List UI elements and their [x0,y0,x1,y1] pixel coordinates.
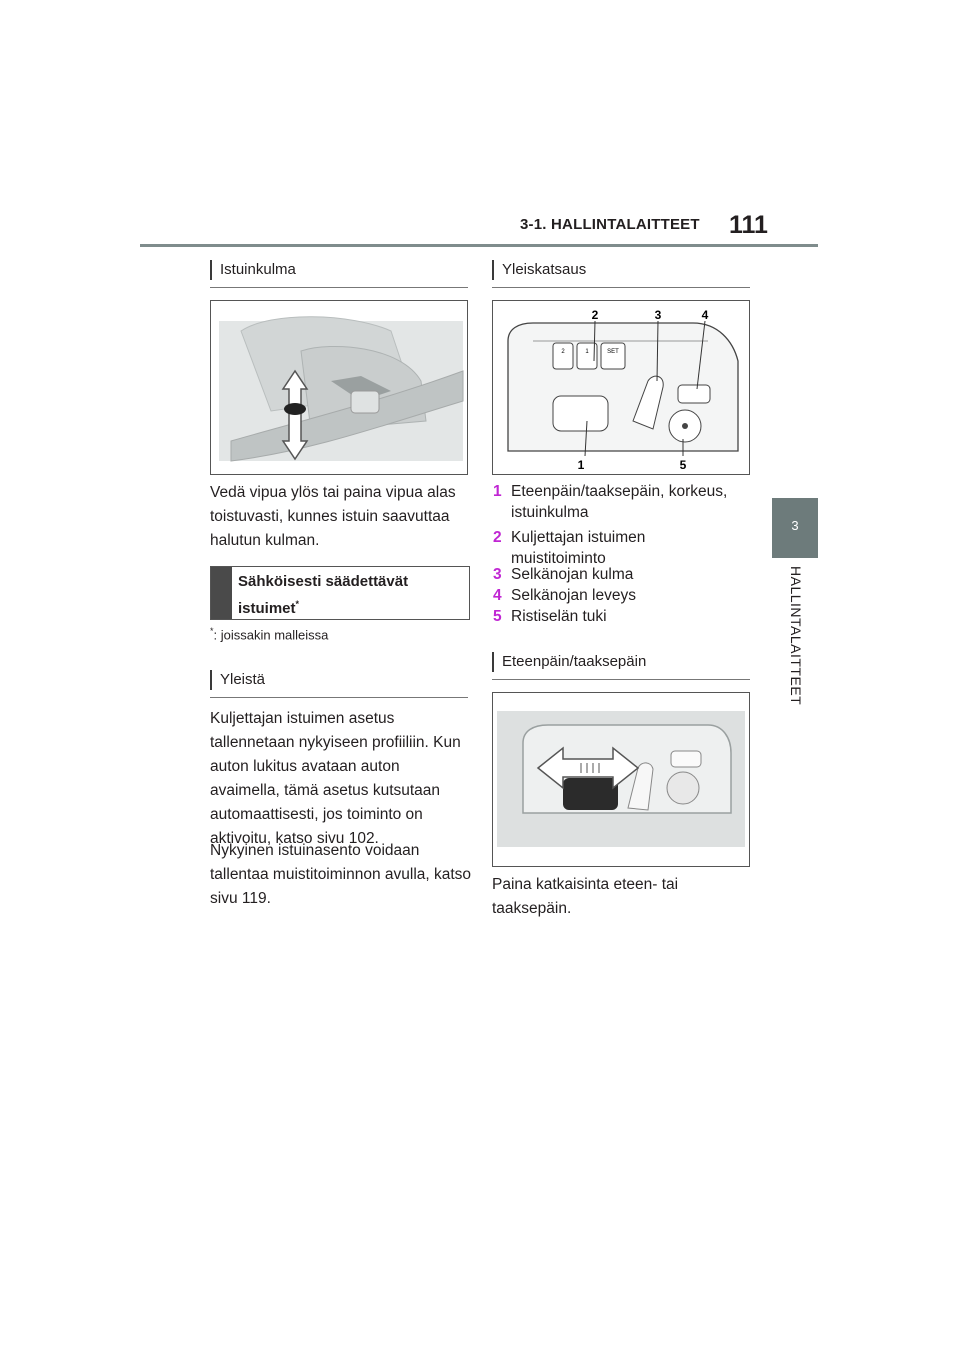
yleista-paragraph-2: Nykyinen istuinasento voidaan tallentaa muistitoiminnon avulla, katso sivu 119. [210,842,472,907]
footnote: *: joissakin malleissa [210,626,329,643]
list-item: 3 Selkänojan kulma [493,566,634,583]
chapter-tab: 3 [772,498,818,558]
section-heading-eteenpain: Eteenpäin/taaksepäin [492,652,646,672]
memory-set-button-label: SET [607,349,619,355]
heading-bar [211,567,232,619]
electric-seats-heading-box [210,566,470,620]
fore-aft-switch-illustration [492,692,750,867]
callout-3: 3 [654,308,662,322]
section-rule [210,697,468,698]
callout-4: 4 [701,308,709,322]
section-heading-yleista: Yleistä [210,670,265,690]
section-rule [492,679,750,680]
istuinkulma-text: Vedä vipua ylös tai paina vipua alas toistuvasti, kunnes istuin saavuttaa halutun kulman. [210,484,456,549]
section-heading-yleiskatsaus: Yleiskatsaus [492,260,586,280]
seat-controls-overview-illustration [492,300,750,475]
callout-1: 1 [577,458,585,472]
section-heading-istuinkulma: Istuinkulma [210,260,296,280]
section-rule [210,287,468,288]
memory-button-2-label: 2 [561,349,565,355]
list-item: 2 Kuljettajan istuimen muistitoiminto [493,529,646,567]
callout-5: 5 [679,458,687,472]
callout-2: 2 [591,308,599,322]
header-rule [140,244,818,247]
seat-angle-illustration [210,300,468,475]
list-item: 4 Selkänojan leveys [493,587,636,604]
electric-seats-heading: Sähköisesti säädettävät istuimet* [238,573,409,617]
chapter-side-label: HALLINTALAITTEET [788,566,804,706]
section-rule [492,287,750,288]
page-number: 111 [729,211,768,239]
eteenpain-text: Paina katkaisinta eteen- tai taaksepäin. [492,876,679,917]
chapter-title: 3-1. HALLINTALAITTEET [520,216,700,233]
list-item: 1 Eteenpäin/taaksepäin, korkeus, istuinkulma [493,483,728,521]
memory-button-1-label: 1 [585,349,589,355]
yleista-paragraph-1: Kuljettajan istuimen asetus tallennetaan nykyiseen profiiliin. Kun auton lukitus avataan auton avaimella, tämä asetus kutsutaan automaattisesti, jos toiminto on aktivoitu, katso sivu 102. [210,710,461,847]
list-item: 5 Ristiselän tuki [493,608,607,625]
